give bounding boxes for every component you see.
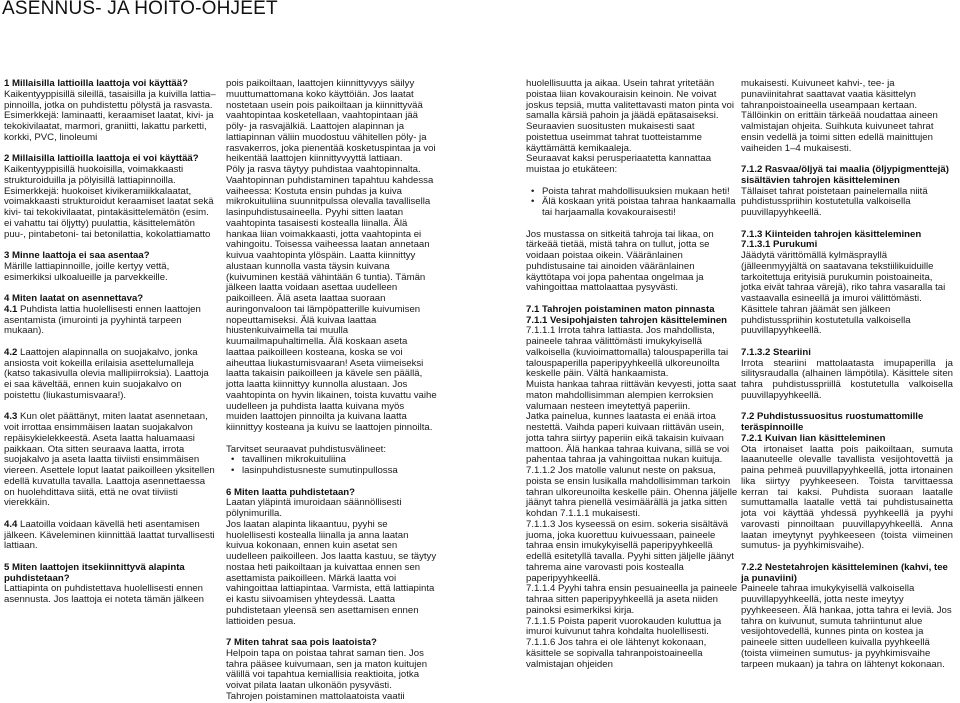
- step-number: 4.1: [4, 303, 18, 315]
- body-paragraph: Tällaiset tahrat poistetaan painelemalla niitä puhdistusspriihin kostutetulla valkoisella puuvillapyyhkeellä.: [741, 185, 928, 218]
- body-paragraph: [4, 305, 216, 337]
- body-paragraph: Tarvitset seuraavat puhdistusvälineet:: [226, 443, 386, 455]
- section-heading: 7.1 Tahrojen poistaminen maton pinnasta: [526, 303, 715, 315]
- section-heading: 5 Miten laattojen itsekiinnittyvä alapinta puhdistetaan?: [4, 561, 185, 584]
- body-paragraph: Helpoin tapa on poistaa tahrat saman tien. Jos tahra pääsee kuivumaan, sen ja maton kuitujen välillä voi tapahtua kemiallisia reaktioita, jotka voivat pilata laatan ulkonäön pysyvästi.: [226, 647, 428, 691]
- body-paragraph: Muista hankaa tahraa riittävän kevyesti, jotta saat maton mahdollisimman alempien kerroksien valumaan nesteen imeytettyä paperiin.: [526, 379, 737, 412]
- step-text: Kun olet päättänyt, miten laatat asennetaan, voit irrottaa ensimmäisen laatan suojakalvon repäisykielekkeestä. Aseta laatta haluamaasi paikkaan. Ota sitten seuraava laatta, irrota suojakalvo ja aseta laatta tiiviisti ensimmäisen viereen. Asettele loput laatat paikoilleen yksitellen edellä kuvatulla tavalla. Laattoja asennettaessa on huolehdittava siitä, että ne ovat tiiviisti vierekkäin.: [4, 411, 215, 509]
- body-paragraph: Jos laatan alapinta likaantuu, pyyhi se huolellisesti kostealla liinalla ja anna laatan kuivua kokonaan, ennen kuin asetat sen uudelleen paikoilleen. Jos laatta kastuu, se täytyy nostaa heti paikoiltaan ja kuivattaa ennen sen asettamista paikoilleen. Märkä laatta voi vahingoittaa lattiapintaa. Varmista, että lattiapinta ei kastu siivoamisen yhteydessä. Laatta puhdistetaan yleensä sen asettamisen ennen lattioiden pesua.: [226, 518, 437, 627]
- body-paragraph: Tahrojen poistaminen mattolaatoista vaatii: [226, 690, 405, 702]
- bullet-item: • tavallinen mikrokuituliina: [242, 455, 438, 466]
- section-heading: 7.1.3.2 Steariini: [741, 346, 811, 358]
- step-number: 4.2: [4, 346, 18, 358]
- step-number: 4.3: [4, 411, 18, 423]
- section-heading: 4 Miten laatat on asennettava?: [4, 293, 144, 304]
- step-text: Laattojen alapinnalla on suojakalvo, jonka ansiosta voit kokeilla erilaisia asettelumalleja (katso takasivulla olevia mallipiirroksia). Laattoja ei saa käveltää, ennen kuin suojakalvo on poistettu (liukastumisvaara!).: [4, 346, 209, 401]
- section-heading: 7.1.1 Vesipohjaisten tahrojen käsitteleminen: [526, 314, 728, 326]
- bullet-list: [526, 187, 738, 219]
- bullet-item: • lasinpuhdistusneste sumutinpullossa: [242, 466, 438, 477]
- body-paragraph: Märille lattiapinnoille, joille kertyy vettä, esimerkiksi ulkoalueille ja parvekkeille.: [4, 260, 170, 283]
- section-heading: 1 Millaisilla lattioilla laattoja voi käyttää?: [4, 78, 188, 89]
- section-heading: 7.1.3 Kiinteiden tahrojen käsitteleminen: [741, 228, 922, 240]
- section-heading: 6 Miten laatta puhdistetaan?: [226, 486, 356, 498]
- paragraph-spacer: [741, 219, 953, 230]
- text-column-1: [4, 79, 216, 606]
- body-paragraph: Seuraavat kaksi perusperiaatetta kannattaa muistaa jo etukäteen:: [526, 153, 712, 175]
- paragraph-spacer: [526, 219, 738, 230]
- body-paragraph: 7.1.1.2 Jos matolle valunut neste on paksua, poista se ensin lusikalla mahdollisimman tarkoin tahran ulkoreunoilta keskelle päin. Ohenna jäljelle jäänyt tahra pienellä vesimäärällä ja jatka sitten kohdan 7.1.1.1 mukaisesti.: [526, 465, 738, 519]
- body-paragraph: Laatan yläpintä imuroidaan säännöllisesti pölynimurilla.: [226, 497, 402, 519]
- body-paragraph: Paineele tahraa imukykyisellä valkoisella puuvillapyyhkeellä, jotta neste imeytyy pyyhkeeseen. Älä hankaa, jotta tahra ei leviä. Jos tahra on kuivunut, sumuta tahriintunut alue vesijohtovedellä, kunnes pinta on kostea ja paineele sitten uudelleen kuivalla pyyhkeellä (toista viimeinen sumutus- ja pyyhkimisvaihe tarpeen mukaan) ja tahra on lähtenyt kokonaan.: [741, 583, 952, 670]
- paragraph-spacer: [226, 627, 438, 638]
- section-heading: 7.2.1 Kuivan lian käsitteleminen: [741, 432, 886, 444]
- body-paragraph: Ota irtonaiset laatta pois paikoiltaan, sumuta laaanuteelle olevalle tavallista vesijohtovettä ja paina pehmeä puuvillapyyhkeellä, jotta irtonainen lika siirtyy pyyhkeeseen. Toista tarvittaessa kerran tai kaksi. Puhdista suoraan laatalle sumuttamalla laatalle vettä tai puhdistusainetta jota voi käyttää yhdessä pyyhkeellä ja pyyhi varovasti pinnoiltaan puuvillapyyhkeellä. Anna laatan imeytynyt pyyhkeeseen (toista viimeinen sumutus- ja pyyhkimisvaihe).: [741, 443, 953, 552]
- paragraph-spacer: [526, 176, 738, 187]
- step-text: Puhdista lattia huolellisesti ennen laattojen asentamista (imurointi ja pyyhintä tarpeen mukaan).: [4, 303, 201, 337]
- paragraph-spacer: [226, 434, 438, 445]
- text-column-2: [226, 79, 438, 703]
- bullet-item: • Poista tahrat mahdollisuuksien mukaan heti!: [542, 187, 738, 198]
- body-paragraph: [4, 520, 216, 552]
- page-title: ASENNUS- JA HOITO-OHJEET: [2, 0, 278, 19]
- body-paragraph: Kaikentyyppisillä sileillä, tasaisilla ja kuivilla lattia– pinnoilla, jotka on puhdistettu pölystä ja rasvasta. Esimerkkejä: laminaatti, keraamiset laatat, kivi- ja tekokivilaatat, marmori, graniitti, lakattu parketti, korkki, PVC, linoleumi: [4, 88, 216, 143]
- body-paragraph: Jäädytä värittömällä kylmäsprayllä (jälleenmyyjältä on saatavana tekstiilikuiduille tarkoitettuja erityisiä purukumin poistoaineita, jotka eivät tahraa värejä), riko tahra vasaralla tai vastaavalla esineellä ja imuroi välittömästi. Käsittele tahran jäämät sen jälkeen puhdistusspriihin kostutetulla valkoisella puuvillapyyhkeellä.: [741, 250, 946, 337]
- text-column-4: [741, 79, 953, 670]
- step-number: 4.4: [4, 518, 18, 530]
- body-paragraph: Jos mustassa on sitkeitä tahroja tai likaa, on tärkeää tietää, mistä tahra on tullut, jotta se voidaan poistaa oikein. Vääränlainen puhdistusaine tai ainoiden vääränlainen käyttötapa voi jopa pahentaa ongelmaa ja vahingoittaa mattolaattaa pysyvästi.: [526, 228, 714, 294]
- body-paragraph: Lattiapinta on puhdistettava huolellisesti ennen asennusta. Jos laattoja ei noteta tämän jälkeen: [4, 583, 205, 605]
- body-paragraph: Jatka painelua, kunnes laatasta ei enää irtoa nestettä. Vaihda paperi kuivaan riittävän usein, jotta tahra siirtyy paperiin eikä takaisin kuivaan mattoon. Älä hankaa tahraa kuivana, sillä se voi pahentaa tahraa ja vahingoittaa nukan kuituja.: [526, 411, 730, 466]
- section-heading: 3 Minne laattoja ei saa asentaa?: [4, 250, 150, 261]
- body-paragraph: 7.1.1.5 Poista paperit vuorokauden kuluttua ja imuroi kuivunut tahra kohdalta huolellisesti.: [526, 615, 722, 638]
- body-paragraph: 7.1.1.3 Jos kyseessä on esim. sokeria sisältävä juoma, joka kuorettuu kuivuessaan, paineele tahraa ensin imukykyisellä paperipyyhkeellä edellä esitetyllä tavalla. Pyyhi sitten jäljelle jäänyt tahrema aine varovasti pois kostealla paperipyyhkeellä.: [526, 518, 734, 584]
- body-paragraph: [4, 412, 216, 509]
- paragraph-spacer: [226, 477, 438, 488]
- body-paragraph: 7.1.1.4 Pyyhi tahra ensin pesuaineella ja paineele tahraa sitten paperipyyhkeellä ja aseta niiden painoksi esimerkiksi kirja.: [526, 583, 738, 616]
- body-paragraph: Irrota steariini mattolaatasta imupaperilla ja silitysraudalla (alhainen lämpötila). Käsittele siten tahra puhdistusspriillä kostutetulla valkoisella puuvillapyyhkeellä.: [741, 357, 953, 401]
- text-column-3: [526, 79, 738, 670]
- body-paragraph: huolellisuutta ja aikaa. Usein tahrat yritetään poistaa liian kovakouraisin keinoin. Ne voivat joskus tepsiä, mutta valitettavasti maton pinta voi samalla kärsiä pahoin ja jäädä epätasaiseksi. Seuraavien suositusten mukaisesti saat poistettua useimmat tahrat tuotteistamme käyttämättä kemikaaleja.: [526, 78, 734, 154]
- body-paragraph: 7.1.1.1 Irrota tahra lattiasta. Jos mahdollista, paineele tahraa välittömästi imukykyisellä valkoisella (kuvioimattomalla) talouspaperilla tai talouspaperilla paperipyyhkeellä ulkoreunoilta keskelle päin. Vältä hankaamista.: [526, 325, 729, 380]
- section-heading: 7.1.3.1 Purukumi: [741, 239, 818, 251]
- section-heading: 7.1.2 Rasvaa/öljyä tai maalia (öljypigmenttejä) sisältävien tahrojen käsitteleminen: [741, 164, 949, 186]
- bullet-item: • Älä koskaan yritä poistaa tahraa hankaamalla tai harjaamalla kovakouraisesti!: [542, 197, 738, 219]
- section-heading: 7 Miten tahrat saa pois laatoista?: [226, 637, 377, 648]
- body-paragraph: mukaisesti. Kuivuneet kahvi-, tee- ja punaviinitahrat saattavat vaatia käsittelyn tahranpoistoaineella useampaan kertaan. Tällöinkin on erittäin tärkeää noudattaa aineen valmistajan ohjeita. Suihkuta kuivuneet tahrat ensin vedellä ja toimi sitten edellä mainittujen vaiheiden 1–4 mukaisesti.: [741, 78, 938, 154]
- body-paragraph: 7.1.1.6 Jos tahra ei ole lähtenyt kokonaan, käsittele se sopivalla tahranpoistoaineella valmistajan ohjeiden: [526, 637, 707, 670]
- section-heading: 7.2.2 Nestetahrojen käsitteleminen (kahvi, tee ja punaviini): [741, 561, 948, 584]
- body-paragraph: Kaikentyyppisillä huokoisilla, voimakkaasti strukturoiduilla ja pölyisillä lattiapinnoilla. Esimerkkejä: huokoiset kivikeramiikkalaatat, voimakkaasti strukturoidut keraamiset laatat sekä kivi- tai tekokivilaatat, pintakäsittelemätön (esim. ei vahattu tai öljytty) puulattia, käsittelemätön puu-, pintabetoni- tai betonilattia, kokolattiamatto: [4, 164, 214, 240]
- section-heading: 2 Millaisilla lattioilla laattoja ei voi käyttää?: [4, 153, 199, 165]
- bullet-list: [226, 455, 438, 477]
- body-paragraph: Pöly ja rasva täytyy puhdistaa vaahtopinnalta. Vaahtopinnan puhdistaminen tapahtuu kahdessa vaiheessa: Kostuta ensin puhdas ja kuiva mikrokuituliina suunnitpulssa olevalla tavallisella lasinpuhdistusaineella. Pyyhi sitten laatan vaahtopinta tasaisesti kostealla liinalla. Älä hankaa liian voimakkaasti, jotta vaahtopinta ei vahingoitu. Toisessa vaiheessa laatan annetaan kuivua vaahtopinta ylöspäin. Laatta kiinnittyy alustaan kunnolla vasta täysin kuivana (kuivuminen kestää vähintään 6 tuntia). Tämän jälkeen laatta voidaan asettaa uudelleen paikoilleen. Älä aseta laattaa suoraan auringonvaloon tai lämpöpatterille kuivumisen nopeuttamiseksi. Älä kuivaa laattaa hiustenkuivaimella tai muulla kuumailmapuhaltimella. Älä koskaan aseta laattaa paikoilleen kosteana, koska se voi aiheuttaa liukastumisvaaran! Aseta viimeiseksi laatta takaisin paikoilleen ja kävele sen päällä, jotta laatta kiinnittyy kunnolla alustaan. Jos vaahtopinta on hyvin likainen, toista kuvattu vaihe uudelleen ja puhdista laatta kuivana myös muiden laattojen pinnoilta ja kuivana laatta kiinnittyy kosteana ja kuivu se laattojen pinnoilta.: [226, 164, 437, 433]
- step-text: Laatoilla voidaan kävellä heti asentamisen jälkeen. Käveleminen kiinnittää laattat turvallisesti lattiaan.: [4, 518, 215, 552]
- body-paragraph: pois paikoiltaan, laattojen kiinnittyvyys säilyy muuttumattomana koko käyttöiän. Jos laatat nostetaan usein pois paikoiltaan ja kiinnittyvää vaahtopintaa kosketellaan, vaahtopintaan jää pöly- ja rasvajälkiä. Laattojen alapinnan ja lattiapinnan väliin muodostuu vähitellen pöly- ja rasvakerros, joka pienentää kosketuspintaa ja voi heikentää laattojen kiinnittyvyyttä lattiaan.: [226, 78, 436, 165]
- section-heading: 7.2 Puhdistussuositus ruostumattomille teräspinnoille: [741, 411, 924, 433]
- body-paragraph: [4, 348, 216, 402]
